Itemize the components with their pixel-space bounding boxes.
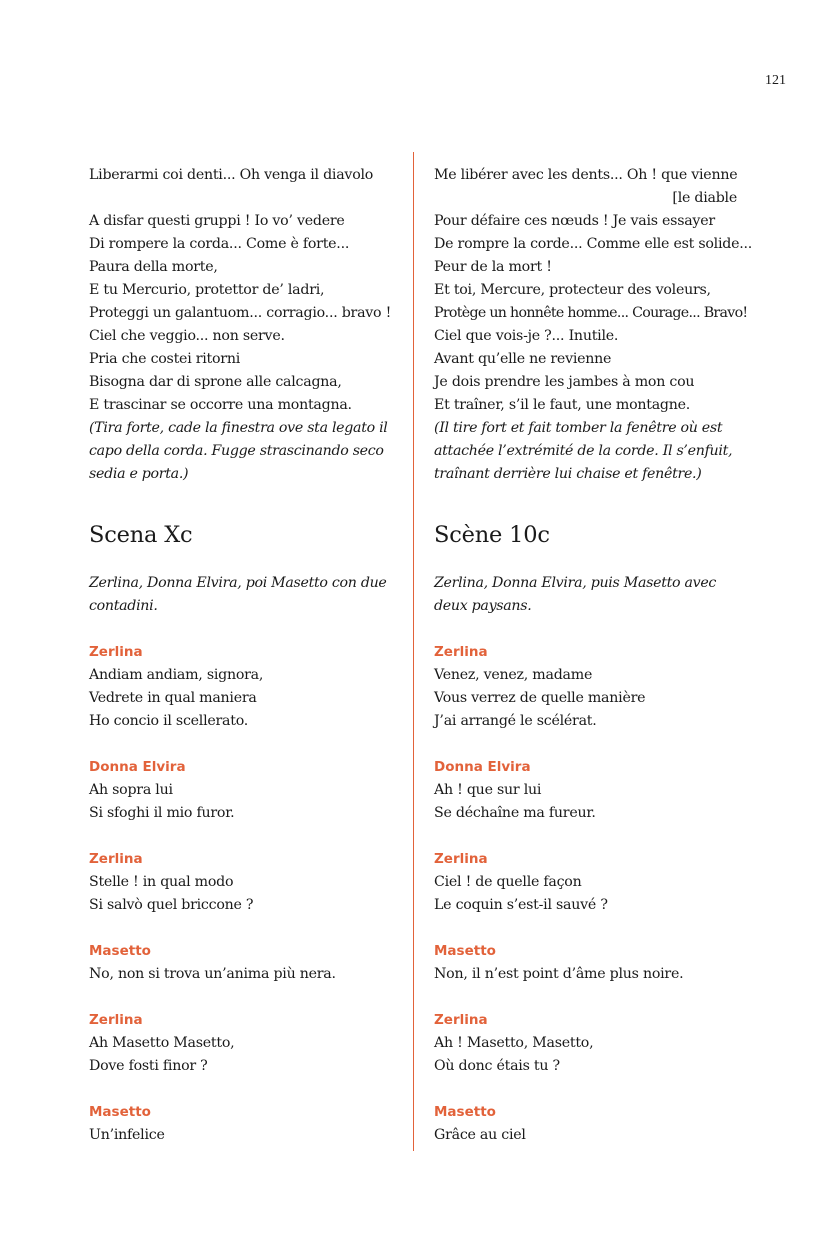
verse-line: Ah ! que sur lui xyxy=(434,782,542,798)
verse-line: Vous verrez de quelle manière xyxy=(434,690,646,706)
verse-line: Je dois prendre les jambes à mon cou xyxy=(434,374,695,390)
verse-line: E trascinar se occorre una montagna. xyxy=(89,397,352,413)
page-number: 121 xyxy=(765,73,786,88)
verse-line: Liberarmi coi denti... Oh venga il diavolo xyxy=(89,167,374,183)
speaker-name: Donna Elvira xyxy=(434,759,531,775)
stanza-gap xyxy=(89,187,394,210)
speaker-name: Masetto xyxy=(89,1104,151,1120)
speaker-name: Masetto xyxy=(434,1104,496,1120)
verse-line: Pria che costei ritorni xyxy=(89,351,241,367)
verse-line: Si sfoghi il mio furor. xyxy=(89,805,235,821)
speaker-name: Zerlina xyxy=(89,851,143,867)
dialogue-block xyxy=(434,940,739,986)
verse-line: Se déchaîne ma fureur. xyxy=(434,805,596,821)
dialogue-block xyxy=(89,1009,394,1078)
speaker-name: Zerlina xyxy=(434,1012,488,1028)
verse-continuation: [le diable xyxy=(672,190,737,206)
scene-title: Scène 10c xyxy=(434,522,550,548)
verse-line: Pour défaire ces nœuds ! Je vais essayer xyxy=(434,213,715,229)
dialogue-block xyxy=(434,848,739,917)
verse-line: No, non si trova un’anima più nera. xyxy=(89,966,336,982)
verse-line: Avant qu’elle ne revienne xyxy=(434,351,612,367)
verse-line: Grâce au ciel xyxy=(434,1127,526,1143)
speaker-name: Zerlina xyxy=(89,644,143,660)
scene-characters: Zerlina, Donna Elvira, puis Masetto avec deux paysans. xyxy=(434,575,717,614)
speaker-name: Masetto xyxy=(89,943,151,959)
stage-direction: (Il tire fort et fait tomber la fenêtre où est attachée l’extrémité de la corde. Il s’enfuit, traînant derrière lui chaise et fenêtre.) xyxy=(434,420,733,482)
verse-line: Ah ! Masetto, Masetto, xyxy=(434,1035,594,1051)
verse-line: Non, il n’est point d’âme plus noire. xyxy=(434,966,684,982)
stage-direction: (Tira forte, cade la finestra ove sta legato il capo della corda. Fugge strascinando seco sedia e porta.) xyxy=(89,420,388,482)
verse-line: Ciel que vois-je ?... Inutile. xyxy=(434,328,619,344)
verse-line: Paura della morte, xyxy=(89,259,218,275)
dialogue-block xyxy=(89,1101,394,1147)
verse-line: Venez, venez, madame xyxy=(434,667,593,683)
speaker-name: Zerlina xyxy=(434,851,488,867)
speaker-name: Zerlina xyxy=(89,1012,143,1028)
verse-line: A disfar questi gruppi ! Io vo’ vedere xyxy=(89,213,345,229)
verse-line: Un’infelice xyxy=(89,1127,165,1143)
verse-line: Proteggi un galantuom... corragio... bravo ! xyxy=(89,305,392,321)
dialogue-block xyxy=(434,756,739,825)
verse-line: Andiam andiam, signora, xyxy=(89,667,264,683)
verse-line: Dove fosti finor ? xyxy=(89,1058,208,1074)
french-column xyxy=(434,164,752,1170)
verse-line: Ho concio il scellerato. xyxy=(89,713,249,729)
dialogue-block xyxy=(89,641,394,733)
dialogue-block xyxy=(89,848,394,917)
verse-line: Protège un honnête homme... Courage... Bravo! xyxy=(434,305,748,321)
verse-line: Le coquin s’est-il sauvé ? xyxy=(434,897,608,913)
speaker-name: Masetto xyxy=(434,943,496,959)
speaker-name: Donna Elvira xyxy=(89,759,186,775)
dialogue-block xyxy=(434,1101,739,1147)
scene-title: Scena Xc xyxy=(89,522,193,548)
speaker-name: Zerlina xyxy=(434,644,488,660)
column-divider xyxy=(413,152,414,1151)
scene-characters: Zerlina, Donna Elvira, poi Masetto con due contadini. xyxy=(89,575,387,614)
verse-line: Où donc étais tu ? xyxy=(434,1058,560,1074)
verse-line: E tu Mercurio, protettor de’ ladri, xyxy=(89,282,325,298)
verse-line: Me libérer avec les dents... Oh ! que vienne xyxy=(434,167,738,183)
verse-line: Bisogna dar di sprone alle calcagna, xyxy=(89,374,342,390)
verse-line: Vedrete in qual maniera xyxy=(89,690,257,706)
verse-line: De rompre la corde... Comme elle est solide... xyxy=(434,236,752,252)
italian-column xyxy=(89,164,394,1170)
verse-line: Stelle ! in qual modo xyxy=(89,874,234,890)
verse-line: Et traîner, s’il le faut, une montagne. xyxy=(434,397,691,413)
verse-line: Et toi, Mercure, protecteur des voleurs, xyxy=(434,282,711,298)
verse-line: Ah sopra lui xyxy=(89,782,173,798)
verse-line: Si salvò quel briccone ? xyxy=(89,897,254,913)
verse-line: Peur de la mort ! xyxy=(434,259,552,275)
dialogue-block xyxy=(89,940,394,986)
verse-line: Ah Masetto Masetto, xyxy=(89,1035,235,1051)
verse-line: Di rompere la corda... Come è forte... xyxy=(89,236,350,252)
verse-line: J’ai arrangé le scélérat. xyxy=(434,713,597,729)
dialogue-block xyxy=(434,1009,739,1078)
dialogue-block xyxy=(434,641,739,733)
verse-line: Ciel che veggio... non serve. xyxy=(89,328,285,344)
verse-line: Ciel ! de quelle façon xyxy=(434,874,582,890)
dialogue-block xyxy=(89,756,394,825)
